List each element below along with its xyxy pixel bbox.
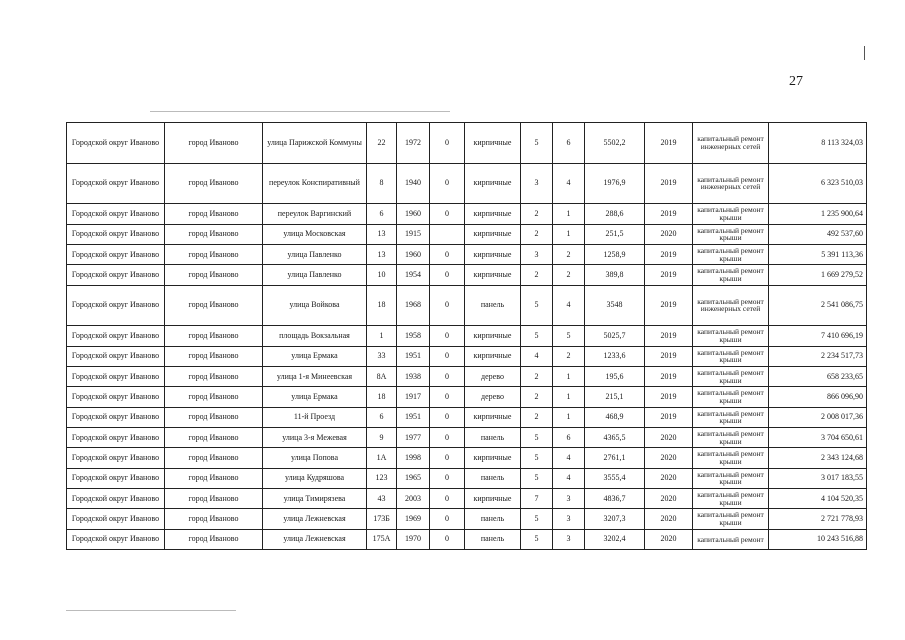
floors-cell: 5 [521,427,553,447]
repair-year-cell: 2020 [645,488,693,508]
year-built-cell: 1917 [397,387,430,407]
wall-material-cell: дерево [465,366,521,386]
cost-cell: 658 233,65 [769,366,867,386]
area-cell: 5025,7 [585,326,645,346]
street-cell: улица Московская [263,224,367,244]
wall-material-cell: кирпичные [465,326,521,346]
street-cell: улица 3-я Межевая [263,427,367,447]
year-built-cell: 1958 [397,326,430,346]
entrances-cell: 4 [553,163,585,204]
year-built-cell: 1954 [397,265,430,285]
scan-artifact-line [150,111,450,112]
repair-year-cell: 2019 [645,285,693,326]
district-cell: Городской округ Иваново [67,244,165,264]
house-number-cell: 1 [367,326,397,346]
city-cell: город Иваново [165,366,263,386]
cost-cell: 1 669 279,52 [769,265,867,285]
wall-material-cell: кирпичные [465,346,521,366]
work-type-cell: капитальный ремонт крыши [693,448,769,468]
floors-cell: 2 [521,387,553,407]
year-built-cell: 1965 [397,468,430,488]
table-row [67,448,867,468]
year-built-cell: 1969 [397,509,430,529]
table-row [67,468,867,488]
repair-year-cell: 2019 [645,407,693,427]
city-cell: город Иваново [165,427,263,447]
entrances-cell: 1 [553,204,585,224]
street-cell: улица Лежневская [263,509,367,529]
floors-cell: 5 [521,123,553,164]
table-row [67,427,867,447]
entrances-cell: 4 [553,448,585,468]
year-built-cell: 1960 [397,244,430,264]
area-cell: 195,6 [585,366,645,386]
entrances-cell: 6 [553,123,585,164]
year-built-cell: 1970 [397,529,430,549]
city-cell: город Иваново [165,448,263,468]
house-number-cell: 33 [367,346,397,366]
city-cell: город Иваново [165,224,263,244]
wall-material-cell: кирпичные [465,265,521,285]
work-type-cell: капитальный ремонт крыши [693,468,769,488]
entrances-cell: 1 [553,387,585,407]
street-cell: улица Павленко [263,265,367,285]
area-cell: 1258,9 [585,244,645,264]
district-cell: Городской округ Иваново [67,448,165,468]
street-cell: площадь Вокзальная [263,326,367,346]
repair-year-cell: 2019 [645,123,693,164]
repair-year-cell: 2020 [645,529,693,549]
reconstruction-year-cell: 0 [430,529,465,549]
reconstruction-year-cell: 0 [430,204,465,224]
house-number-cell: 6 [367,407,397,427]
work-type-cell: капитальный ремонт крыши [693,488,769,508]
repair-year-cell: 2020 [645,509,693,529]
city-cell: город Иваново [165,244,263,264]
table-row [67,509,867,529]
district-cell: Городской округ Иваново [67,163,165,204]
district-cell: Городской округ Иваново [67,427,165,447]
work-type-cell: капитальный ремонт инженерных сетей [693,285,769,326]
city-cell: город Иваново [165,204,263,224]
work-type-cell: капитальный ремонт инженерных сетей [693,123,769,164]
floors-cell: 3 [521,163,553,204]
table-row [67,346,867,366]
district-cell: Городской округ Иваново [67,488,165,508]
district-cell: Городской округ Иваново [67,285,165,326]
wall-material-cell: кирпичные [465,163,521,204]
area-cell: 1976,9 [585,163,645,204]
house-number-cell: 18 [367,285,397,326]
margin-mark [864,46,865,60]
wall-material-cell: кирпичные [465,244,521,264]
city-cell: город Иваново [165,163,263,204]
area-cell: 3202,4 [585,529,645,549]
page-number: 27 [789,74,803,89]
city-cell: город Иваново [165,387,263,407]
area-cell: 5502,2 [585,123,645,164]
repair-year-cell: 2019 [645,346,693,366]
cost-cell: 4 104 520,35 [769,488,867,508]
street-cell: улица Ермака [263,346,367,366]
house-number-cell: 1А [367,448,397,468]
city-cell: город Иваново [165,285,263,326]
year-built-cell: 1968 [397,285,430,326]
table-row [67,488,867,508]
district-cell: Городской округ Иваново [67,387,165,407]
house-number-cell: 123 [367,468,397,488]
work-type-cell: капитальный ремонт крыши [693,346,769,366]
year-built-cell: 1960 [397,204,430,224]
table-row [67,387,867,407]
cost-cell: 7 410 696,19 [769,326,867,346]
reconstruction-year-cell: 0 [430,448,465,468]
repair-year-cell: 2020 [645,448,693,468]
work-type-cell: капитальный ремонт [693,529,769,549]
entrances-cell: 3 [553,509,585,529]
table-row [67,326,867,346]
area-cell: 4836,7 [585,488,645,508]
table-row [67,123,867,164]
cost-cell: 3 704 650,61 [769,427,867,447]
year-built-cell: 1998 [397,448,430,468]
wall-material-cell: дерево [465,387,521,407]
city-cell: город Иваново [165,407,263,427]
reconstruction-year-cell: 0 [430,366,465,386]
cost-cell: 2 008 017,36 [769,407,867,427]
table-row [67,366,867,386]
entrances-cell: 2 [553,346,585,366]
floors-cell: 5 [521,448,553,468]
city-cell: город Иваново [165,529,263,549]
entrances-cell: 1 [553,407,585,427]
reconstruction-year-cell: 0 [430,488,465,508]
street-cell: улица Войкова [263,285,367,326]
cost-cell: 2 541 086,75 [769,285,867,326]
street-cell: улица Павленко [263,244,367,264]
work-type-cell: капитальный ремонт крыши [693,427,769,447]
repair-year-cell: 2020 [645,427,693,447]
entrances-cell: 3 [553,529,585,549]
wall-material-cell: кирпичные [465,224,521,244]
entrances-cell: 2 [553,244,585,264]
house-number-cell: 173Б [367,509,397,529]
reconstruction-year-cell: 0 [430,346,465,366]
year-built-cell: 1915 [397,224,430,244]
year-built-cell: 1940 [397,163,430,204]
reconstruction-year-cell: 0 [430,285,465,326]
house-number-cell: 13 [367,244,397,264]
year-built-cell: 1938 [397,366,430,386]
area-cell: 288,6 [585,204,645,224]
cost-cell: 3 017 183,55 [769,468,867,488]
reconstruction-year-cell: 0 [430,163,465,204]
entrances-cell: 4 [553,468,585,488]
cost-cell: 6 323 510,03 [769,163,867,204]
street-cell: 11-й Проезд [263,407,367,427]
area-cell: 215,1 [585,387,645,407]
district-cell: Городской округ Иваново [67,366,165,386]
floors-cell: 5 [521,285,553,326]
district-cell: Городской округ Иваново [67,529,165,549]
city-cell: город Иваново [165,265,263,285]
table-row [67,204,867,224]
city-cell: город Иваново [165,326,263,346]
cost-cell: 8 113 324,03 [769,123,867,164]
entrances-cell: 4 [553,285,585,326]
area-cell: 2761,1 [585,448,645,468]
area-cell: 1233,6 [585,346,645,366]
wall-material-cell: панель [465,427,521,447]
wall-material-cell: панель [465,285,521,326]
repair-year-cell: 2020 [645,224,693,244]
district-cell: Городской округ Иваново [67,204,165,224]
street-cell: улица Попова [263,448,367,468]
wall-material-cell: кирпичные [465,204,521,224]
repair-year-cell: 2019 [645,326,693,346]
year-built-cell: 2003 [397,488,430,508]
reconstruction-year-cell: 0 [430,427,465,447]
work-type-cell: капитальный ремонт крыши [693,265,769,285]
street-cell: улица Парижской Коммуны [263,123,367,164]
table-row [67,407,867,427]
wall-material-cell: кирпичные [465,488,521,508]
floors-cell: 2 [521,204,553,224]
entrances-cell: 1 [553,224,585,244]
floors-cell: 5 [521,326,553,346]
street-cell: переулок Варгинский [263,204,367,224]
floors-cell: 2 [521,366,553,386]
reconstruction-year-cell: 0 [430,387,465,407]
repair-year-cell: 2019 [645,366,693,386]
wall-material-cell: кирпичные [465,448,521,468]
street-cell: улица Лежневская [263,529,367,549]
entrances-cell: 3 [553,488,585,508]
work-type-cell: капитальный ремонт крыши [693,387,769,407]
district-cell: Городской округ Иваново [67,224,165,244]
scan-artifact-line [66,610,236,611]
street-cell: улица Кудряшова [263,468,367,488]
floors-cell: 2 [521,265,553,285]
table-row [67,163,867,204]
cost-cell: 5 391 113,36 [769,244,867,264]
work-type-cell: капитальный ремонт крыши [693,204,769,224]
table-row [67,224,867,244]
year-built-cell: 1977 [397,427,430,447]
wall-material-cell: панель [465,529,521,549]
cost-cell: 492 537,60 [769,224,867,244]
work-type-cell: капитальный ремонт крыши [693,326,769,346]
city-cell: город Иваново [165,468,263,488]
cost-cell: 866 096,90 [769,387,867,407]
city-cell: город Иваново [165,509,263,529]
reconstruction-year-cell: 0 [430,265,465,285]
street-cell: переулок Конспиративный [263,163,367,204]
floors-cell: 3 [521,244,553,264]
cost-cell: 1 235 900,64 [769,204,867,224]
street-cell: улица Ермака [263,387,367,407]
repair-year-cell: 2019 [645,387,693,407]
area-cell: 3548 [585,285,645,326]
reconstruction-year-cell: 0 [430,407,465,427]
repair-year-cell: 2019 [645,163,693,204]
house-number-cell: 18 [367,387,397,407]
table-row [67,529,867,549]
wall-material-cell: панель [465,468,521,488]
district-cell: Городской округ Иваново [67,346,165,366]
cost-cell: 2 721 778,93 [769,509,867,529]
year-built-cell: 1951 [397,346,430,366]
work-type-cell: капитальный ремонт крыши [693,509,769,529]
cost-cell: 10 243 516,88 [769,529,867,549]
area-cell: 3207,3 [585,509,645,529]
floors-cell: 7 [521,488,553,508]
wall-material-cell: кирпичные [465,123,521,164]
house-number-cell: 175А [367,529,397,549]
district-cell: Городской округ Иваново [67,265,165,285]
work-type-cell: капитальный ремонт крыши [693,244,769,264]
district-cell: Городской округ Иваново [67,509,165,529]
reconstruction-year-cell: 0 [430,123,465,164]
city-cell: город Иваново [165,346,263,366]
housing-repair-table [66,122,867,550]
work-type-cell: капитальный ремонт крыши [693,407,769,427]
floors-cell: 5 [521,509,553,529]
table-row [67,244,867,264]
house-number-cell: 22 [367,123,397,164]
table-row [67,285,867,326]
table-row [67,265,867,285]
house-number-cell: 43 [367,488,397,508]
house-number-cell: 13 [367,224,397,244]
house-number-cell: 6 [367,204,397,224]
floors-cell: 5 [521,468,553,488]
house-number-cell: 8 [367,163,397,204]
area-cell: 3555,4 [585,468,645,488]
repair-year-cell: 2019 [645,244,693,264]
house-number-cell: 10 [367,265,397,285]
area-cell: 468,9 [585,407,645,427]
floors-cell: 5 [521,529,553,549]
year-built-cell: 1951 [397,407,430,427]
street-cell: улица Тимирязева [263,488,367,508]
city-cell: город Иваново [165,488,263,508]
reconstruction-year-cell: 0 [430,468,465,488]
floors-cell: 4 [521,346,553,366]
house-number-cell: 9 [367,427,397,447]
work-type-cell: капитальный ремонт крыши [693,366,769,386]
entrances-cell: 6 [553,427,585,447]
reconstruction-year-cell: 0 [430,326,465,346]
floors-cell: 2 [521,407,553,427]
district-cell: Городской округ Иваново [67,123,165,164]
repair-year-cell: 2019 [645,265,693,285]
reconstruction-year-cell: 0 [430,244,465,264]
floors-cell: 2 [521,224,553,244]
entrances-cell: 2 [553,265,585,285]
street-cell: улица 1-я Минеевская [263,366,367,386]
entrances-cell: 1 [553,366,585,386]
house-number-cell: 8А [367,366,397,386]
repair-year-cell: 2019 [645,204,693,224]
area-cell: 4365,5 [585,427,645,447]
entrances-cell: 5 [553,326,585,346]
year-built-cell: 1972 [397,123,430,164]
wall-material-cell: панель [465,509,521,529]
wall-material-cell: кирпичные [465,407,521,427]
cost-cell: 2 234 517,73 [769,346,867,366]
work-type-cell: капитальный ремонт инженерных сетей [693,163,769,204]
district-cell: Городской округ Иваново [67,407,165,427]
city-cell: город Иваново [165,123,263,164]
reconstruction-year-cell: 0 [430,509,465,529]
area-cell: 389,8 [585,265,645,285]
district-cell: Городской округ Иваново [67,326,165,346]
repair-year-cell: 2020 [645,468,693,488]
cost-cell: 2 343 124,68 [769,448,867,468]
area-cell: 251,5 [585,224,645,244]
work-type-cell: капитальный ремонт крыши [693,224,769,244]
reconstruction-year-cell [430,224,465,244]
district-cell: Городской округ Иваново [67,468,165,488]
